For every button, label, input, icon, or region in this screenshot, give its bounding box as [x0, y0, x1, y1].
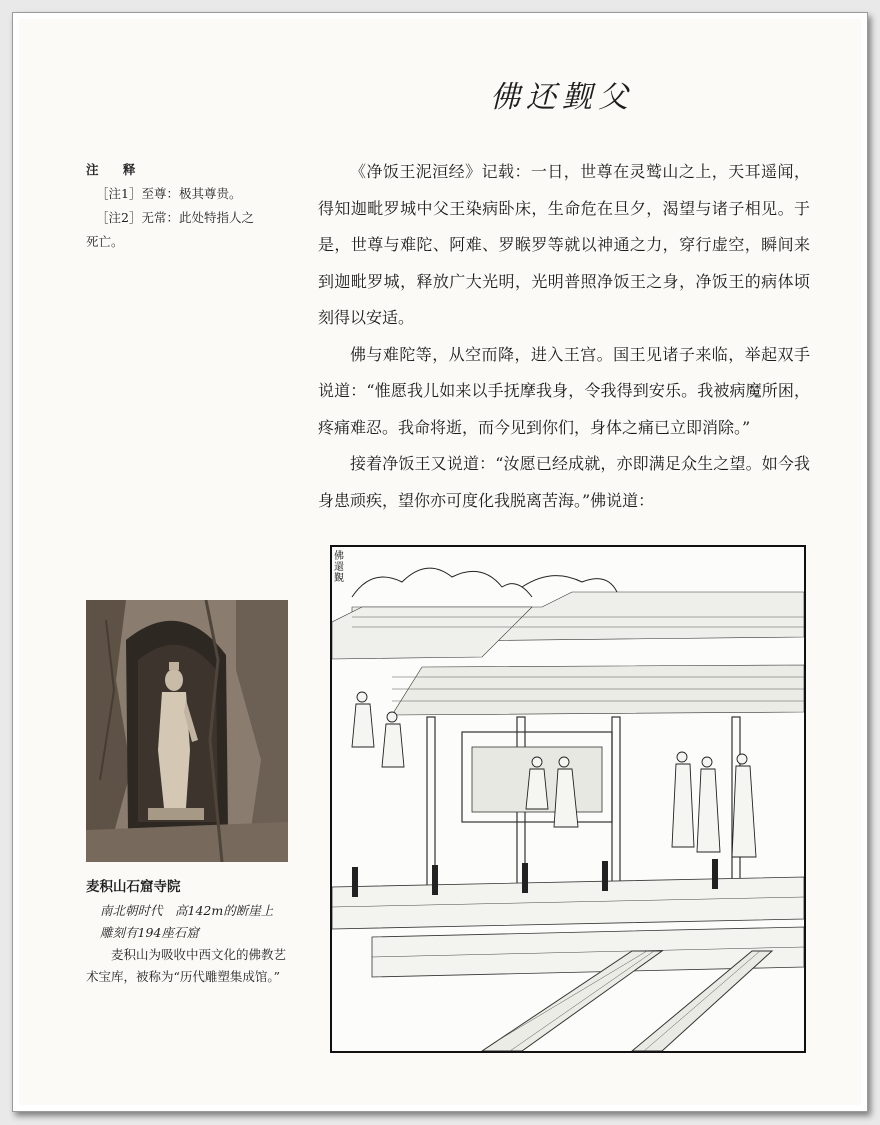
palace-woodcut-illustration — [330, 545, 806, 1053]
photo-caption — [86, 876, 296, 988]
annotation-item: 死亡。 — [86, 234, 124, 249]
page-title: 佛还觐父 — [490, 80, 634, 115]
paragraph: 接着净饭王又说道：“汝愿已经成就，亦即满足众生之望。如今我身患顽疾，望你亦可度化我脱离苦海。”佛说道： — [318, 454, 810, 510]
caption-title: 麦积山石窟寺院 — [86, 879, 181, 895]
annotations — [86, 158, 306, 254]
illustration-stamp: 佛還覲 — [334, 551, 344, 584]
paragraph: 佛与难陀等，从空而降，进入王宫。国王见诸子来临，举起双手说道：“惟愿我儿如来以手抚摩我身，令我得到安乐。我被病魔所困，疼痛难忍。我命将逝，而今见到你们，身体之痛已立即消除。” — [318, 344, 810, 437]
paragraph: 《净饭王泥洹经》记载：一日，世尊在灵鹫山之上，天耳遥闻，得知迦毗罗城中父王染病卧床，生命危在旦夕，渴望与诸子相见。于是，世尊与难陀、阿难、罗睺罗等就以神通之力，穿行虚空，瞬间来到迦毗罗城，释放广大光明，光明普照净饭王之身，净饭王的病体顷刻得以安适。 — [318, 162, 810, 327]
maijishan-grotto-photo — [86, 600, 288, 862]
annotation-item: ［注1］至尊：极其尊贵。 — [96, 186, 242, 201]
main-text — [318, 154, 810, 519]
annotations-heading: 注 释 — [86, 162, 146, 177]
caption-description: 麦积山为吸收中西文化的佛教艺术宝库，被称为“历代雕塑集成馆。” — [86, 947, 287, 984]
annotation-item: ［注2］无常：此处特指人之 — [96, 210, 254, 225]
caption-line: 南北朝时代 高142m的断崖上 — [100, 903, 274, 918]
caption-line: 雕刻有194座石窟 — [100, 925, 199, 940]
